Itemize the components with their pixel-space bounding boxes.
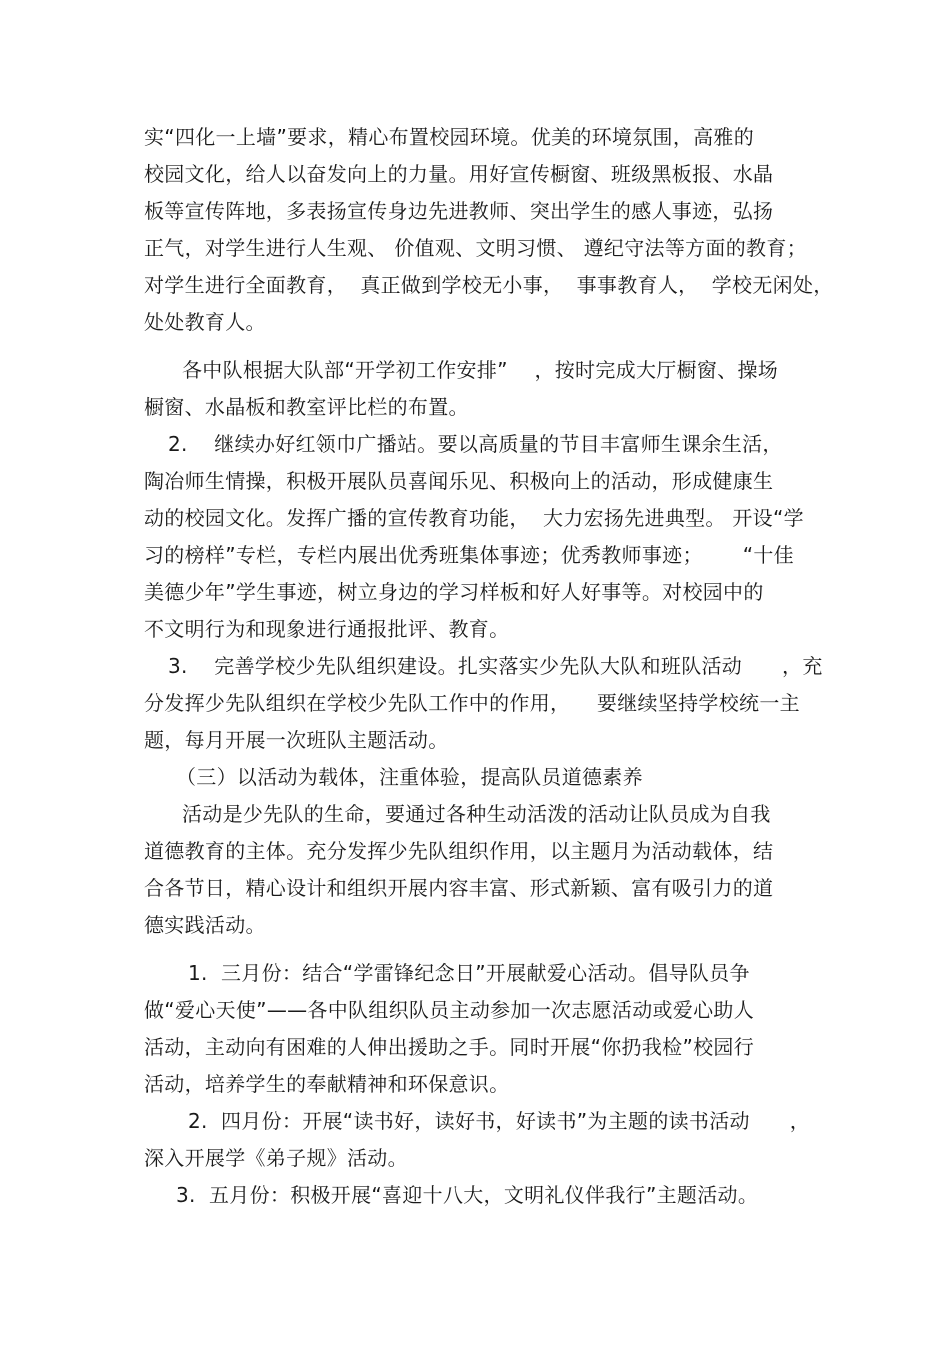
section-heading: （三）以活动为载体，注重体验，提高队员道德素养	[176, 765, 643, 789]
text-line: 2. 四月份：开展“读书好，读好书，好读书”为主题的读书活动 ，	[188, 1109, 811, 1133]
text-line: 各中队根据大队部“开学初工作安排” ，按时完成大厅橱窗、操场	[182, 358, 779, 382]
text-line: 做“爱心天使”——各中队组织队员主动参加一次志愿活动或爱心助人	[144, 998, 755, 1022]
text-line: 1. 三月份：结合“学雷锋纪念日”开展献爱心活动。倡导队员争	[188, 961, 750, 985]
text-line: 3. 五月份：积极开展“喜迎十八大，文明礼仪伴我行”主题活动。	[176, 1183, 759, 1207]
text-line: 德实践活动。	[144, 913, 266, 937]
text-line: 动的校园文化。发挥广播的宣传教育功能， 大力宏扬先进典型。 开设“学	[144, 506, 804, 530]
text-line: 校园文化，给人以奋发向上的力量。用好宣传橱窗、班级黑板报、水晶	[144, 162, 774, 186]
text-line: 处处教育人。	[144, 310, 266, 334]
text-line: 3. 完善学校少先队组织建设。扎实落实少先队大队和班队活动 ，充	[168, 654, 823, 678]
text-line: 美德少年”学生事迹，树立身边的学习样板和好人好事等。对校园中的	[144, 580, 764, 604]
text-line: 活动，培养学生的奉献精神和环保意识。	[144, 1072, 510, 1096]
text-line: 活动，主动向有困难的人伸出援助之手。同时开展“你扔我检”校园行	[144, 1035, 755, 1059]
text-line: 正气，对学生进行人生观、 价值观、文明习惯、 遵纪守法等方面的教育；	[144, 236, 807, 260]
text-line: 板等宣传阵地，多表扬宣传身边先进教师、突出学生的感人事迹，弘扬	[144, 199, 774, 223]
text-line: 对学生进行全面教育， 真正做到学校无小事， 事事教育人， 学校无闲处，	[144, 273, 834, 297]
text-line: 习的榜样”专栏，专栏内展出优秀班集体事迹；优秀教师事迹； “十佳	[144, 543, 794, 567]
text-line: 题，每月开展一次班队主题活动。	[144, 728, 449, 752]
text-line: 实“四化一上墙”要求，精心布置校园环境。优美的环境氛围，高雅的	[144, 125, 755, 149]
text-line: 活动是少先队的生命，要通过各种生动活泼的活动让队员成为自我	[182, 802, 771, 826]
text-line: 合各节日，精心设计和组织开展内容丰富、形式新颖、富有吸引力的道	[144, 876, 774, 900]
text-line: 道德教育的主体。充分发挥少先队组织作用，以主题月为活动载体，结	[144, 839, 774, 863]
text-line: 2. 继续办好红领巾广播站。要以高质量的节目丰富师生课余生活，	[168, 432, 783, 456]
text-line: 深入开展学《弟子规》活动。	[144, 1146, 408, 1170]
text-line: 橱窗、水晶板和教室评比栏的布置。	[144, 395, 469, 419]
text-line: 陶冶师生情操，积极开展队员喜闻乐见、积极向上的活动，形成健康生	[144, 469, 774, 493]
text-line: 分发挥少先队组织在学校少先队工作中的作用， 要继续坚持学校统一主	[144, 691, 800, 715]
text-line: 不文明行为和现象进行通报批评、教育。	[144, 617, 510, 641]
